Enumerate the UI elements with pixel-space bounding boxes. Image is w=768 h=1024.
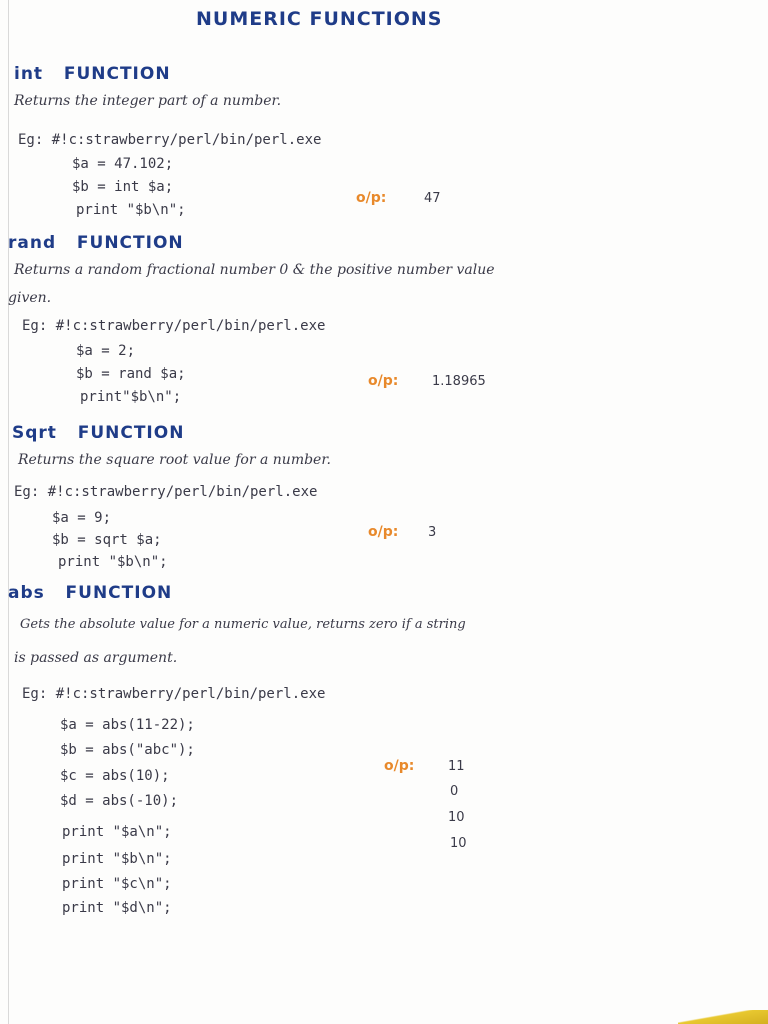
rand-heading-keyword: rand xyxy=(8,233,57,253)
abs-code-line: print "$d\n"; xyxy=(62,900,172,916)
sqrt-heading-keyword: Sqrt xyxy=(12,423,57,443)
int-code-line: Eg: #!c:strawberry/perl/bin/perl.exe xyxy=(18,132,322,148)
page-corner-highlight xyxy=(678,1010,768,1024)
abs-description: Gets the absolute value for a numeric value, returns zero if a string xyxy=(20,617,466,632)
rand-description: given. xyxy=(8,290,52,306)
rand-output-value: 1.18965 xyxy=(432,374,486,389)
rand-heading xyxy=(8,233,184,253)
int-code-line: $b = int $a; xyxy=(72,179,174,195)
abs-code-line: Eg: #!c:strawberry/perl/bin/perl.exe xyxy=(22,686,326,702)
sqrt-heading xyxy=(12,423,184,443)
abs-description: is passed as argument. xyxy=(14,650,178,666)
abs-code-line: print "$a\n"; xyxy=(62,824,172,840)
int-heading-label: FUNCTION xyxy=(63,64,171,84)
abs-code-line: $c = abs(10); xyxy=(60,768,170,784)
int-code-line: $a = 47.102; xyxy=(72,156,174,172)
rand-description: Returns a random fractional number 0 & the positive number value xyxy=(14,262,495,278)
abs-code-line: print "$b\n"; xyxy=(62,851,172,867)
int-code-line: print "$b\n"; xyxy=(76,202,186,218)
abs-code-line: $d = abs(-10); xyxy=(60,793,179,809)
int-heading xyxy=(14,64,171,84)
abs-output-value: 11 xyxy=(448,759,465,774)
abs-code-line: print "$c\n"; xyxy=(62,876,172,892)
abs-output-value: 0 xyxy=(450,784,459,799)
abs-heading-keyword: abs xyxy=(8,583,45,603)
abs-output-value: 10 xyxy=(448,810,465,825)
sqrt-heading-label: FUNCTION xyxy=(77,423,185,443)
int-description: Returns the integer part of a number. xyxy=(14,93,282,109)
abs-heading xyxy=(8,583,172,603)
rand-code-line: $b = rand $a; xyxy=(76,366,186,382)
int-output-value: 47 xyxy=(424,191,441,206)
rand-code-line: print"$b\n"; xyxy=(80,389,182,405)
abs-output-label: o/p: xyxy=(384,758,415,774)
int-heading-keyword: int xyxy=(14,64,44,84)
sqrt-output-label: o/p: xyxy=(368,524,399,540)
abs-code-line: $a = abs(11-22); xyxy=(60,717,195,733)
sqrt-code-line: print "$b\n"; xyxy=(58,554,168,570)
rand-code-line: Eg: #!c:strawberry/perl/bin/perl.exe xyxy=(22,318,326,334)
rand-code-line: $a = 2; xyxy=(76,343,136,359)
abs-output-value: 10 xyxy=(450,836,467,851)
sqrt-description: Returns the square root value for a number. xyxy=(18,452,331,468)
rand-output-label: o/p: xyxy=(368,373,399,389)
rand-heading-label: FUNCTION xyxy=(76,233,184,253)
sqrt-code-line: Eg: #!c:strawberry/perl/bin/perl.exe xyxy=(14,484,318,500)
page-title: NUMERIC FUNCTIONS xyxy=(196,8,443,30)
sqrt-output-value: 3 xyxy=(428,525,437,540)
abs-heading-label: FUNCTION xyxy=(65,583,173,603)
notebook-margin-line xyxy=(8,0,9,1024)
int-output-label: o/p: xyxy=(356,190,387,206)
abs-code-line: $b = abs("abc"); xyxy=(60,742,195,758)
sqrt-code-line: $a = 9; xyxy=(52,510,112,526)
sqrt-code-line: $b = sqrt $a; xyxy=(52,532,162,548)
